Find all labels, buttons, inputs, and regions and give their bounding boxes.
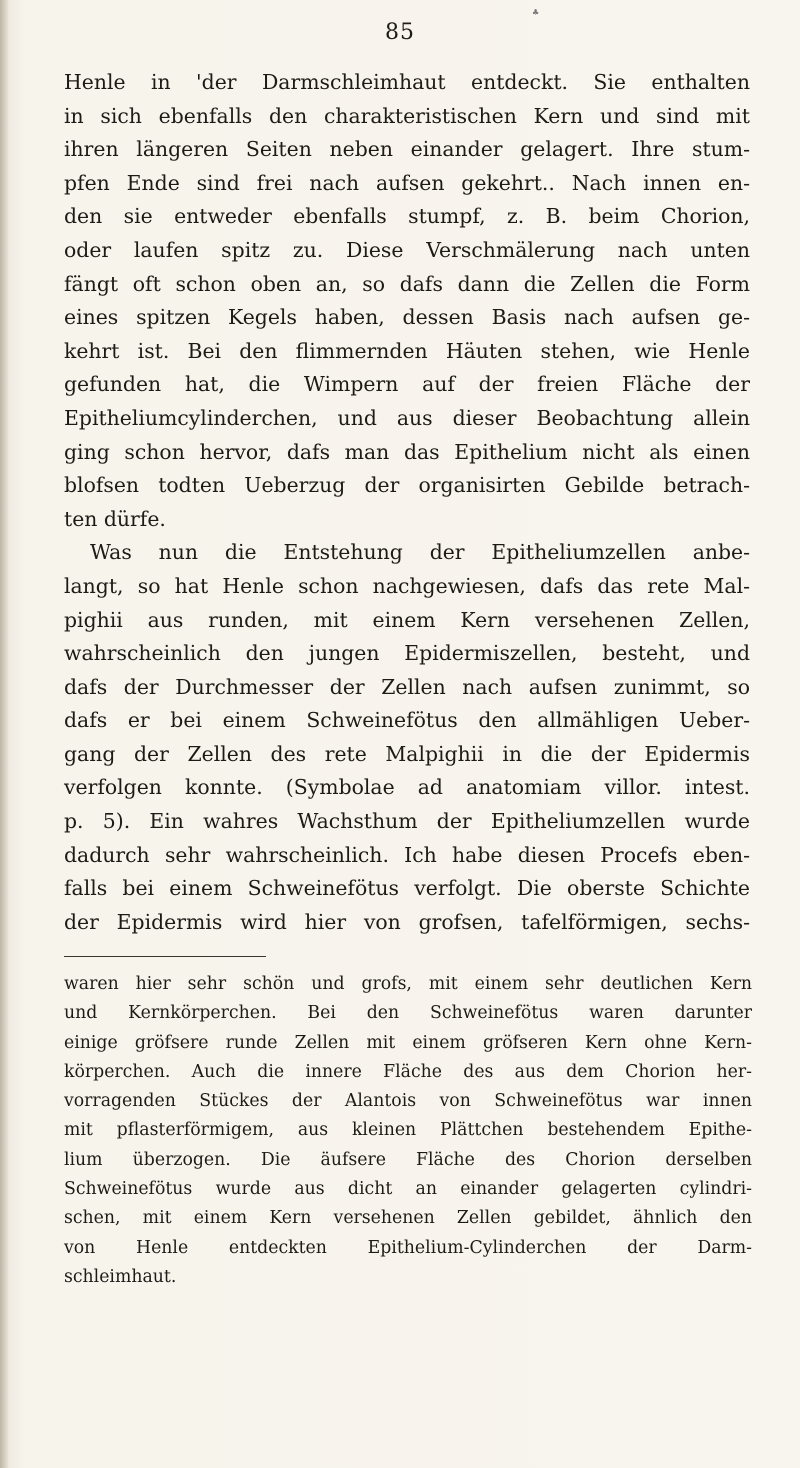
paragraph-end-line: ten dürfe. (64, 506, 166, 531)
text-line: verfolgen konnte. (Symbolae ad anatomiam villor. intest. (64, 775, 750, 800)
text-line: dafs er bei einem Schweinefötus den allmähligen Ueber- (64, 708, 750, 733)
text-line: der Epidermis wird hier von grofsen, tafelförmigen, sechs- (64, 909, 750, 934)
text-line: dadurch sehr wahrscheinlich. Ich habe diesen Procefs eben- (64, 842, 750, 867)
text-line: langt, so hat Henle schon nachgewiesen, dafs das rete Mal- (64, 573, 750, 598)
text-line: Henle in 'der Darmschleimhaut entdeckt. Sie enthalten (64, 70, 750, 94)
text-line: den sie entweder ebenfalls stumpf, z. B. beim Chorion, (64, 204, 750, 229)
text-line: falls bei einem Schweinefötus verfolgt. Die oberste Schichte (64, 876, 750, 901)
footnote-line: von Henle entdeckten Epithelium-Cylinderchen der Darm- (64, 1237, 752, 1258)
footnote-line: lium überzogen. Die äufsere Fläche des Chorion derselben (64, 1149, 752, 1170)
text-line: blofsen todten Ueberzug der organisirten Gebilde betrach- (64, 473, 750, 498)
footnote-divider (64, 956, 266, 957)
footnote-line: schleimhaut. (64, 1266, 177, 1287)
footnote-line: Schweinefötus wurde aus dicht an einander gelagerten cylindri- (64, 1179, 752, 1200)
text-line: kehrt ist. Bei den flimmernden Häuten stehen, wie Henle (64, 338, 750, 363)
text-line: pfen Ende sind frei nach aufsen gekehrt.. Nach innen en- (64, 170, 750, 195)
top-mark: ♣ (532, 8, 540, 17)
text-line: eines spitzen Kegels haben, dessen Basis nach aufsen ge- (64, 305, 750, 330)
page-number: 85 (385, 20, 415, 45)
text-line: ging schon hervor, dafs man das Epithelium nicht als einen (64, 439, 750, 464)
footnote-line: und Kernkörperchen. Bei den Schweinefötus waren darunter (64, 1003, 752, 1024)
paragraph-start-line: Was nun die Entstehung der Epitheliumzellen anbe- (90, 540, 750, 565)
text-line: Epitheliumcylinderchen, und aus dieser Beobachtung allein (64, 405, 750, 430)
text-line: gefunden hat, die Wimpern auf der freien Fläche der (64, 372, 750, 397)
text-line: dafs der Durchmesser der Zellen nach aufsen zunimmt, so (64, 674, 750, 699)
footnote-line: vorragenden Stückes der Alantois von Schweinefötus war innen (64, 1091, 752, 1112)
text-line: wahrscheinlich den jungen Epidermiszellen, besteht, und (64, 641, 750, 666)
footnote-line: schen, mit einem Kern versehenen Zellen gebildet, ähnlich den (64, 1208, 752, 1229)
binding-shadow (0, 0, 8, 1468)
footnote-line: körperchen. Auch die innere Fläche des aus dem Chorion her- (64, 1061, 752, 1082)
main-text (64, 66, 750, 939)
text-line: gang der Zellen des rete Malpighii in die der Epidermis (64, 741, 750, 766)
text-line: fängt oft schon oben an, so dafs dann die Zellen die Form (64, 271, 750, 296)
footnote-line: mit pflasterförmigem, aus kleinen Plättchen bestehendem Epithe- (64, 1120, 752, 1141)
text-line: ihren längeren Seiten neben einander gelagert. Ihre stum- (64, 137, 750, 162)
text-line: p. 5). Ein wahres Wachsthum der Epitheliumzellen wurde (64, 809, 750, 834)
text-line: pighii aus runden, mit einem Kern versehenen Zellen, (64, 607, 750, 632)
footnote-line: einige gröfsere runde Zellen mit einem gröfseren Kern ohne Kern- (64, 1032, 752, 1053)
footnote-line: waren hier sehr schön und grofs, mit einem sehr deutlichen Kern (64, 974, 752, 994)
text-line: in sich ebenfalls den charakteristischen Kern und sind mit (64, 103, 750, 128)
text-line: oder laufen spitz zu. Diese Verschmälerung nach unten (64, 237, 750, 262)
footnote-block (64, 970, 752, 1292)
